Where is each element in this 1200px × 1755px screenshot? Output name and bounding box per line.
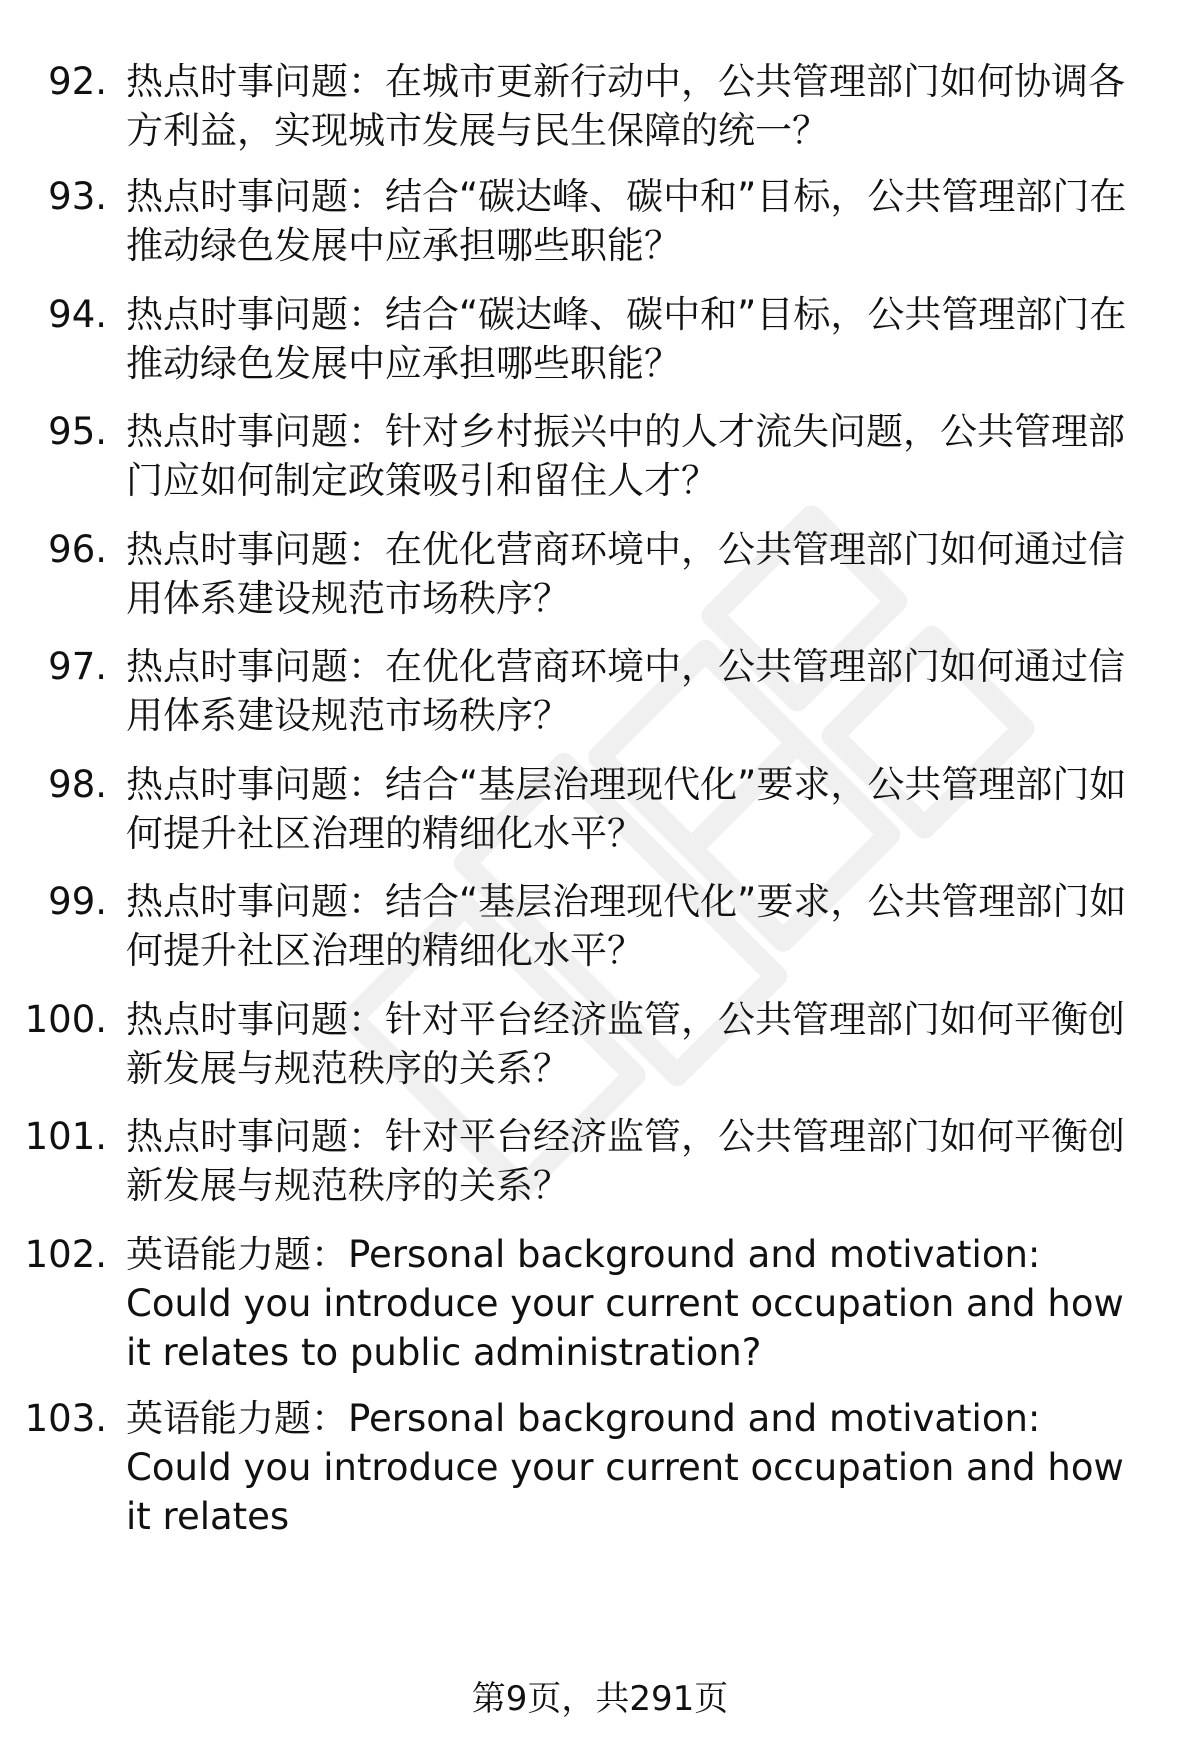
question-number: 94. [48, 293, 107, 336]
question-number: 93. [48, 175, 107, 218]
question-number: 100. [24, 998, 107, 1041]
question-text: 英语能力题：Personal background and motivation: Could you introduce your current occupation and how it relates to public administration? [126, 1233, 1124, 1374]
question-text: 热点时事问题：结合“碳达峰、碳中和”目标，公共管理部门在推动绿色发展中应承担哪些职能？ [126, 175, 1127, 267]
question-number: 96. [48, 528, 107, 571]
question-text: 热点时事问题：针对平台经济监管，公共管理部门如何平衡创新发展与规范秩序的关系？ [126, 998, 1125, 1090]
question-number: 97. [48, 645, 107, 688]
question-number: 101. [24, 1115, 107, 1158]
question-text: 英语能力题：Personal background and motivation: Could you introduce your current occupation and how it relates [126, 1397, 1124, 1538]
question-text: 热点时事问题：在城市更新行动中，公共管理部门如何协调各方利益，实现城市发展与民生保障的统一？ [126, 60, 1125, 152]
question-text: 热点时事问题：在优化营商环境中，公共管理部门如何通过信用体系建设规范市场秩序？ [126, 528, 1125, 620]
page-footer: 第9页，共291页 [471, 1679, 729, 1719]
question-number: 99. [48, 880, 107, 923]
question-text: 热点时事问题：针对平台经济监管，公共管理部门如何平衡创新发展与规范秩序的关系？ [126, 1115, 1125, 1207]
question-number: 103. [24, 1397, 107, 1440]
question-text: 热点时事问题：结合“基层治理现代化”要求，公共管理部门如何提升社区治理的精细化水平？ [126, 763, 1127, 855]
question-text: 热点时事问题：针对乡村振兴中的人才流失问题，公共管理部门应如何制定政策吸引和留住人才？ [126, 410, 1125, 502]
question-text: 热点时事问题：结合“基层治理现代化”要求，公共管理部门如何提升社区治理的精细化水平？ [126, 880, 1127, 972]
question-number: 102. [24, 1233, 107, 1276]
question-text: 热点时事问题：在优化营商环境中，公共管理部门如何通过信用体系建设规范市场秩序？ [126, 645, 1125, 737]
question-number: 95. [48, 410, 107, 453]
question-number: 98. [48, 763, 107, 806]
question-text: 热点时事问题：结合“碳达峰、碳中和”目标，公共管理部门在推动绿色发展中应承担哪些职能？ [126, 293, 1127, 385]
question-number: 92. [48, 60, 107, 103]
